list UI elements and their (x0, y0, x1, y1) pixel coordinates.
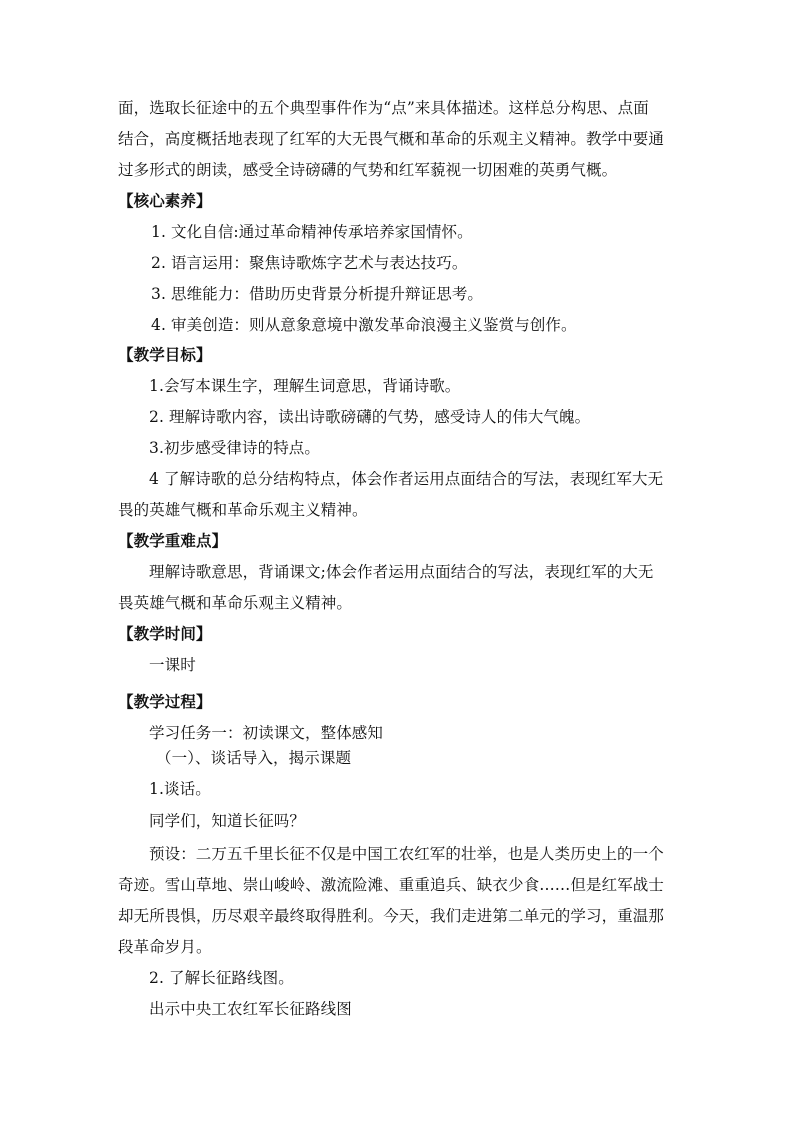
intro-line-2: 结合，高度概括地表现了红军的大无畏气概和革命的乐观主义精神。教学中要通 (118, 130, 665, 148)
answer-line-4: 段革命岁月。 (118, 938, 212, 956)
key-points-line-1: 理解诗歌意思，背诵课文;体会作者运用点面结合的写法，表现红军的大无 (149, 563, 654, 581)
answer-line-1: 预设：二万五千里长征不仅是中国工农红军的壮举，也是人类历史上的一个 (149, 845, 664, 863)
key-points-line-2: 畏英雄气概和革命乐观主义精神。 (118, 594, 353, 612)
core-item-2: 2. 语言运用：聚焦诗歌炼字艺术与表达技巧。 (151, 254, 468, 272)
goal-item-2: 2. 理解诗歌内容，读出诗歌磅礴的气势，感受诗人的伟大气魄。 (149, 408, 591, 426)
goal-item-4-line-2: 畏的英雄气概和革命乐观主义精神。 (118, 501, 368, 519)
question-line: 同学们，知道长征吗？ (149, 812, 306, 830)
learning-task-1: 学习任务一：初读课文，整体感知 (149, 724, 384, 742)
core-item-4: 4. 审美创造：则从意象意境中激发革命浪漫主义鉴赏与创作。 (151, 316, 577, 334)
teaching-goals-heading: 【教学目标】 (118, 345, 212, 364)
key-points-heading: 【教学重难点】 (118, 531, 228, 550)
teaching-time-value: 一课时 (149, 656, 196, 674)
goal-item-1: 1.会写本课生字，理解生词意思，背诵诗歌。 (149, 377, 461, 395)
step-2-detail: 出示中央工农红军长征路线图 (149, 1000, 352, 1018)
teaching-process-heading: 【教学过程】 (118, 692, 212, 711)
core-item-3: 3. 思维能力：借助历史背景分析提升辩证思考。 (151, 285, 484, 303)
answer-line-3: 却无所畏惧，历尽艰辛最终取得胜利。今天，我们走进第二单元的学习，重温那 (118, 907, 665, 925)
answer-line-2: 奇迹。雪山草地、崇山峻岭、激流险滩、重重追兵、缺衣少食……但是红军战士 (118, 876, 665, 894)
teaching-time-heading: 【教学时间】 (118, 624, 212, 643)
step-1: 1.谈话。 (149, 780, 211, 798)
intro-line-1: 面，选取长征途中的五个典型事件作为“点”来具体描述。这样总分构思、点面 (118, 99, 649, 117)
section-1-title: （一）、谈话导入，揭示课题 (156, 749, 352, 767)
core-literacy-heading: 【核心素养】 (118, 191, 212, 210)
core-item-1: 1. 文化自信:通过革命精神传承培养家国情怀。 (151, 223, 473, 241)
goal-item-3: 3.初步感受律诗的特点。 (149, 439, 320, 457)
step-2: 2. 了解长征路线图。 (149, 969, 294, 987)
intro-line-3: 过多形式的朗读，感受全诗磅礴的气势和红军藐视一切困难的英勇气概。 (118, 161, 618, 179)
goal-item-4-line-1: 4 了解诗歌的总分结构特点，体会作者运用点面结合的写法，表现红军大无 (149, 470, 664, 488)
